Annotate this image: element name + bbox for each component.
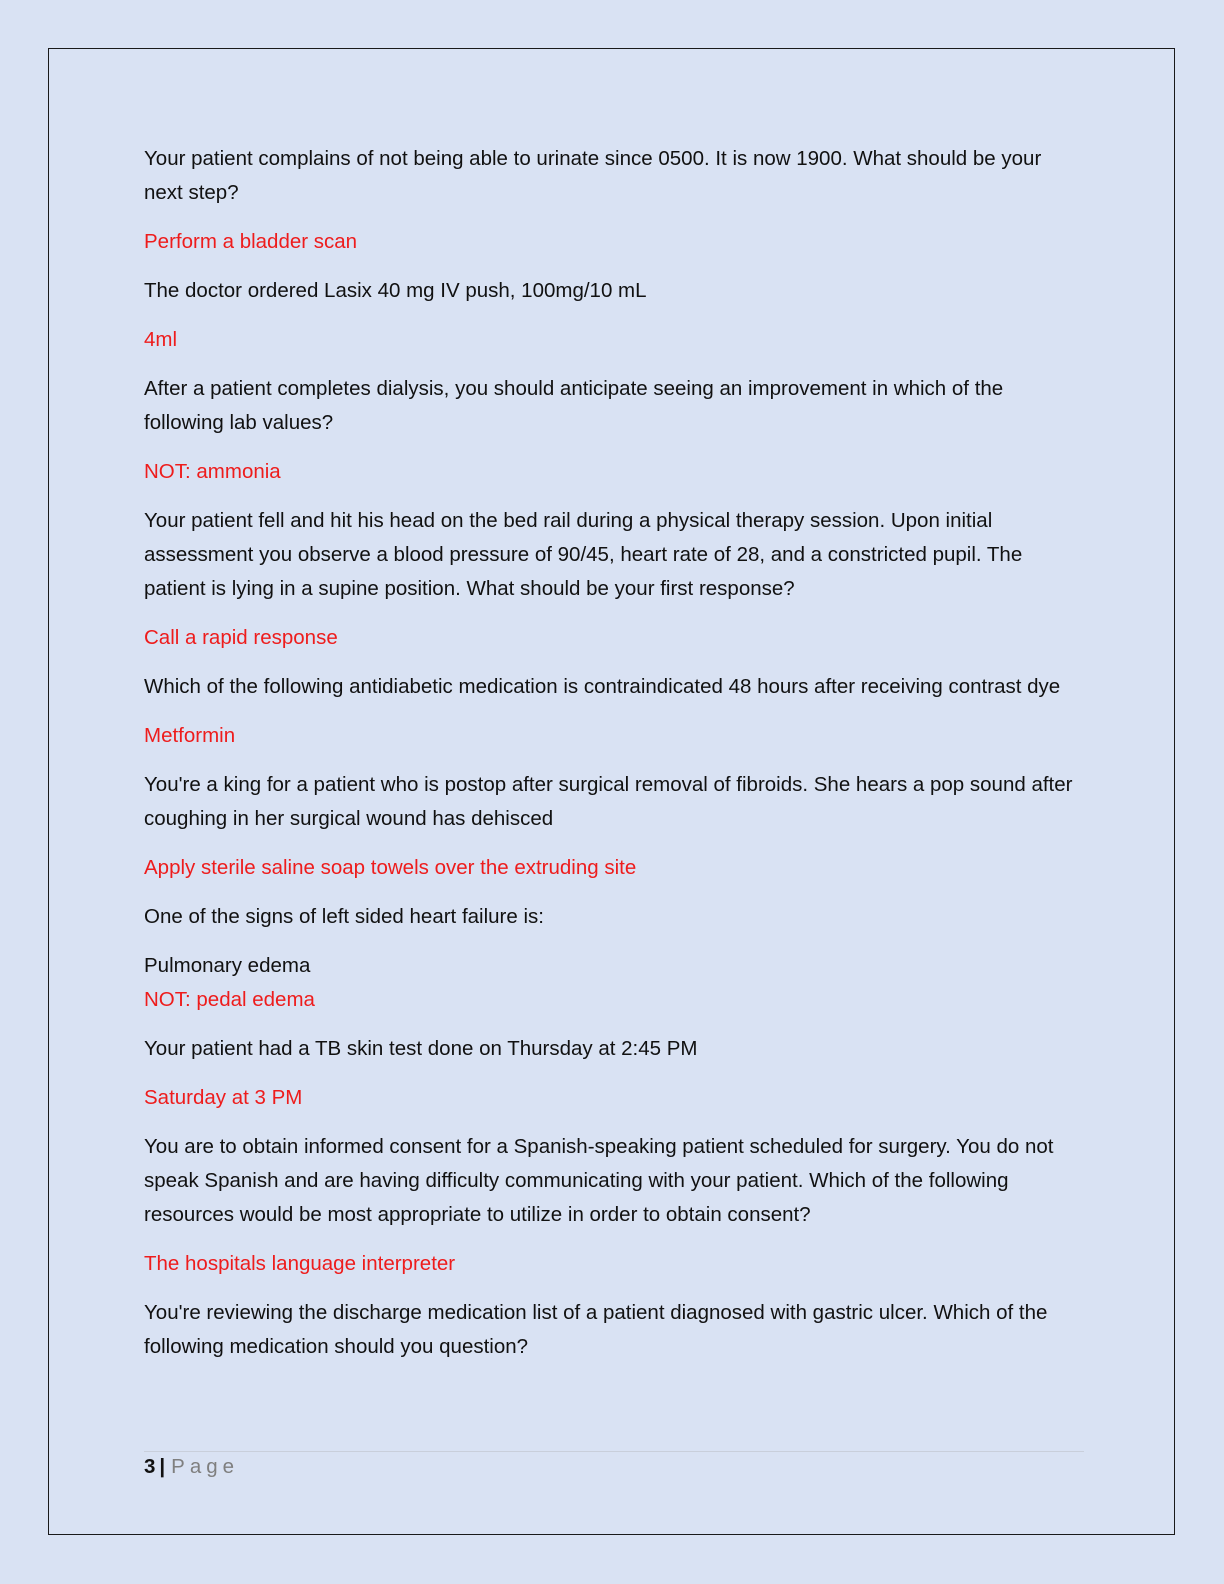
question-text: You're a king for a patient who is postop after surgical removal of fibroids. She hears a pop sound after coughing in her surgical wound has dehisced	[144, 773, 1073, 830]
answer-text: NOT: pedal edema	[144, 988, 315, 1011]
answer-text: Metformin	[144, 724, 236, 747]
answer-text: NOT: ammonia	[144, 460, 281, 483]
question-text: Which of the following antidiabetic medication is contraindicated 48 hours after receiving contrast dye	[144, 675, 1061, 698]
answer-text: Saturday at 3 PM	[144, 1086, 303, 1109]
answer-text: The hospitals language interpreter	[144, 1252, 456, 1275]
answer-text: Call a rapid response	[144, 626, 338, 649]
footer-separator: |	[159, 1455, 166, 1478]
question-text: The doctor ordered Lasix 40 mg IV push, 100mg/10 mL	[144, 279, 647, 302]
question-text: You are to obtain informed consent for a Spanish-speaking patient scheduled for surgery. You do not speak Spanish and are having difficulty communicating with your patient. Which of the following resources would be most appropriate to utilize in order to obtain consent?	[144, 1135, 1054, 1226]
question-text: After a patient completes dialysis, you should anticipate seeing an improvement in which of the following lab values?	[144, 377, 1004, 434]
document-body	[144, 142, 1079, 1379]
page-number: 3	[144, 1455, 156, 1478]
answer-text: Perform a bladder scan	[144, 230, 358, 253]
question-text: Your patient complains of not being able to urinate since 0500. It is now 1900. What should be your next step?	[144, 147, 1042, 204]
page-label: Page	[171, 1455, 240, 1478]
question-text: Your patient had a TB skin test done on Thursday at 2:45 PM	[144, 1037, 698, 1060]
answer-text: 4ml	[144, 328, 178, 351]
question-text: You're reviewing the discharge medication list of a patient diagnosed with gastric ulcer. Which of the following medication should you question?	[144, 1301, 1048, 1358]
question-text: One of the signs of left sided heart failure is:	[144, 905, 544, 928]
question-text: Your patient fell and hit his head on the bed rail during a physical therapy session. Upon initial assessment you observe a blood pressure of 90/45, heart rate of 28, and a constricted pupil. The patient is lying in a supine position. What should be your first response?	[144, 509, 1023, 600]
page-footer	[144, 1452, 239, 1482]
answer-text: Apply sterile saline soap towels over the extruding site	[144, 856, 637, 879]
plain-answer-text: Pulmonary edema	[144, 954, 311, 977]
footer-divider	[144, 1451, 1084, 1452]
